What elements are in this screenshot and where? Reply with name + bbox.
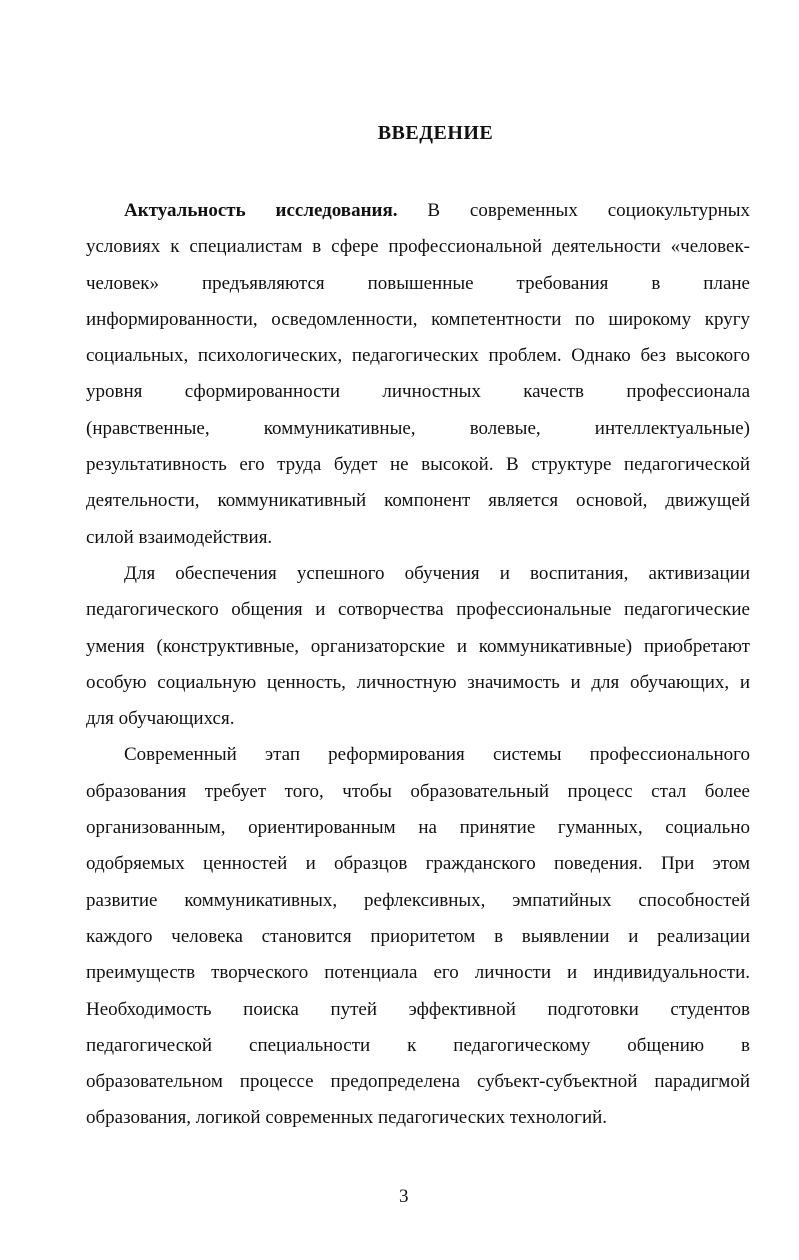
paragraph-line: (нравственные, коммуникативные, волевые, интеллектуальные)	[86, 417, 750, 439]
paragraph-line: каждого человека становится приоритетом в выявлении и реализации	[86, 925, 750, 947]
paragraph-line-text: В современных социокультурных	[427, 200, 750, 221]
paragraph-line: информированности, осведомленности, компетентности по широкому кругу	[86, 308, 750, 330]
paragraph-line: развитие коммуникативных, рефлексивных, эмпатийных способностей	[86, 889, 750, 911]
paragraph-line: Необходимость поиска путей эффективной подготовки студентов	[86, 998, 750, 1020]
paragraph-relevance	[86, 193, 750, 556]
paragraph-line: деятельности, коммуникативный компонент является основой, движущей	[86, 490, 750, 512]
page-number: 3	[399, 1186, 409, 1207]
paragraph-line: человек» предъявляются повышенные требования в плане	[86, 272, 750, 294]
paragraph-line: образования требует того, чтобы образовательный процесс стал более	[86, 780, 750, 802]
paragraph-line: условиях к специалистам в сфере профессиональной деятельности «человек-	[86, 236, 750, 258]
paragraph-line: одобряемых ценностей и образцов гражданского поведения. При этом	[86, 853, 750, 875]
paragraph-line: для обучающихся.	[86, 708, 235, 730]
paragraph-line: образования, логикой современных педагогических технологий.	[86, 1107, 608, 1129]
paragraph-line: педагогической специальности к педагогическому общению в	[86, 1034, 750, 1056]
paragraph-line: Для обеспечения успешного обучения и воспитания, активизации	[124, 562, 750, 584]
paragraph-line: силой взаимодействия.	[86, 526, 273, 548]
paragraph-line: умения (конструктивные, организаторские и коммуникативные) приобретают	[86, 635, 750, 657]
paragraph-line: Современный этап реформирования системы профессионального	[124, 744, 750, 766]
paragraph-line: преимуществ творческого потенциала его личности и индивидуальности.	[86, 962, 750, 984]
paragraph-reform	[86, 737, 750, 1136]
relevance-heading: Актуальность исследования.	[124, 200, 398, 221]
paragraph-line: результативность его труда будет не высокой. В структуре педагогической	[86, 454, 750, 476]
paragraph-line: организованным, ориентированным на принятие гуманных, социально	[86, 817, 750, 839]
paragraph-line: педагогического общения и сотворчества профессиональные педагогические	[86, 599, 750, 621]
body-text	[86, 193, 750, 1137]
paragraph-line: социальных, психологических, педагогических проблем. Однако без высокого	[86, 345, 750, 367]
paragraph-line: уровня сформированности личностных качеств профессионала	[86, 381, 750, 403]
paragraph-line	[86, 193, 750, 229]
paragraph-line: образовательном процессе предопределена субъект-субъектной парадигмой	[86, 1071, 750, 1093]
paragraph-skills	[86, 556, 750, 737]
page-title: ВВЕДЕНИЕ	[377, 122, 494, 144]
paragraph-line: особую социальную ценность, личностную значимость и для обучающих, и	[86, 671, 750, 693]
